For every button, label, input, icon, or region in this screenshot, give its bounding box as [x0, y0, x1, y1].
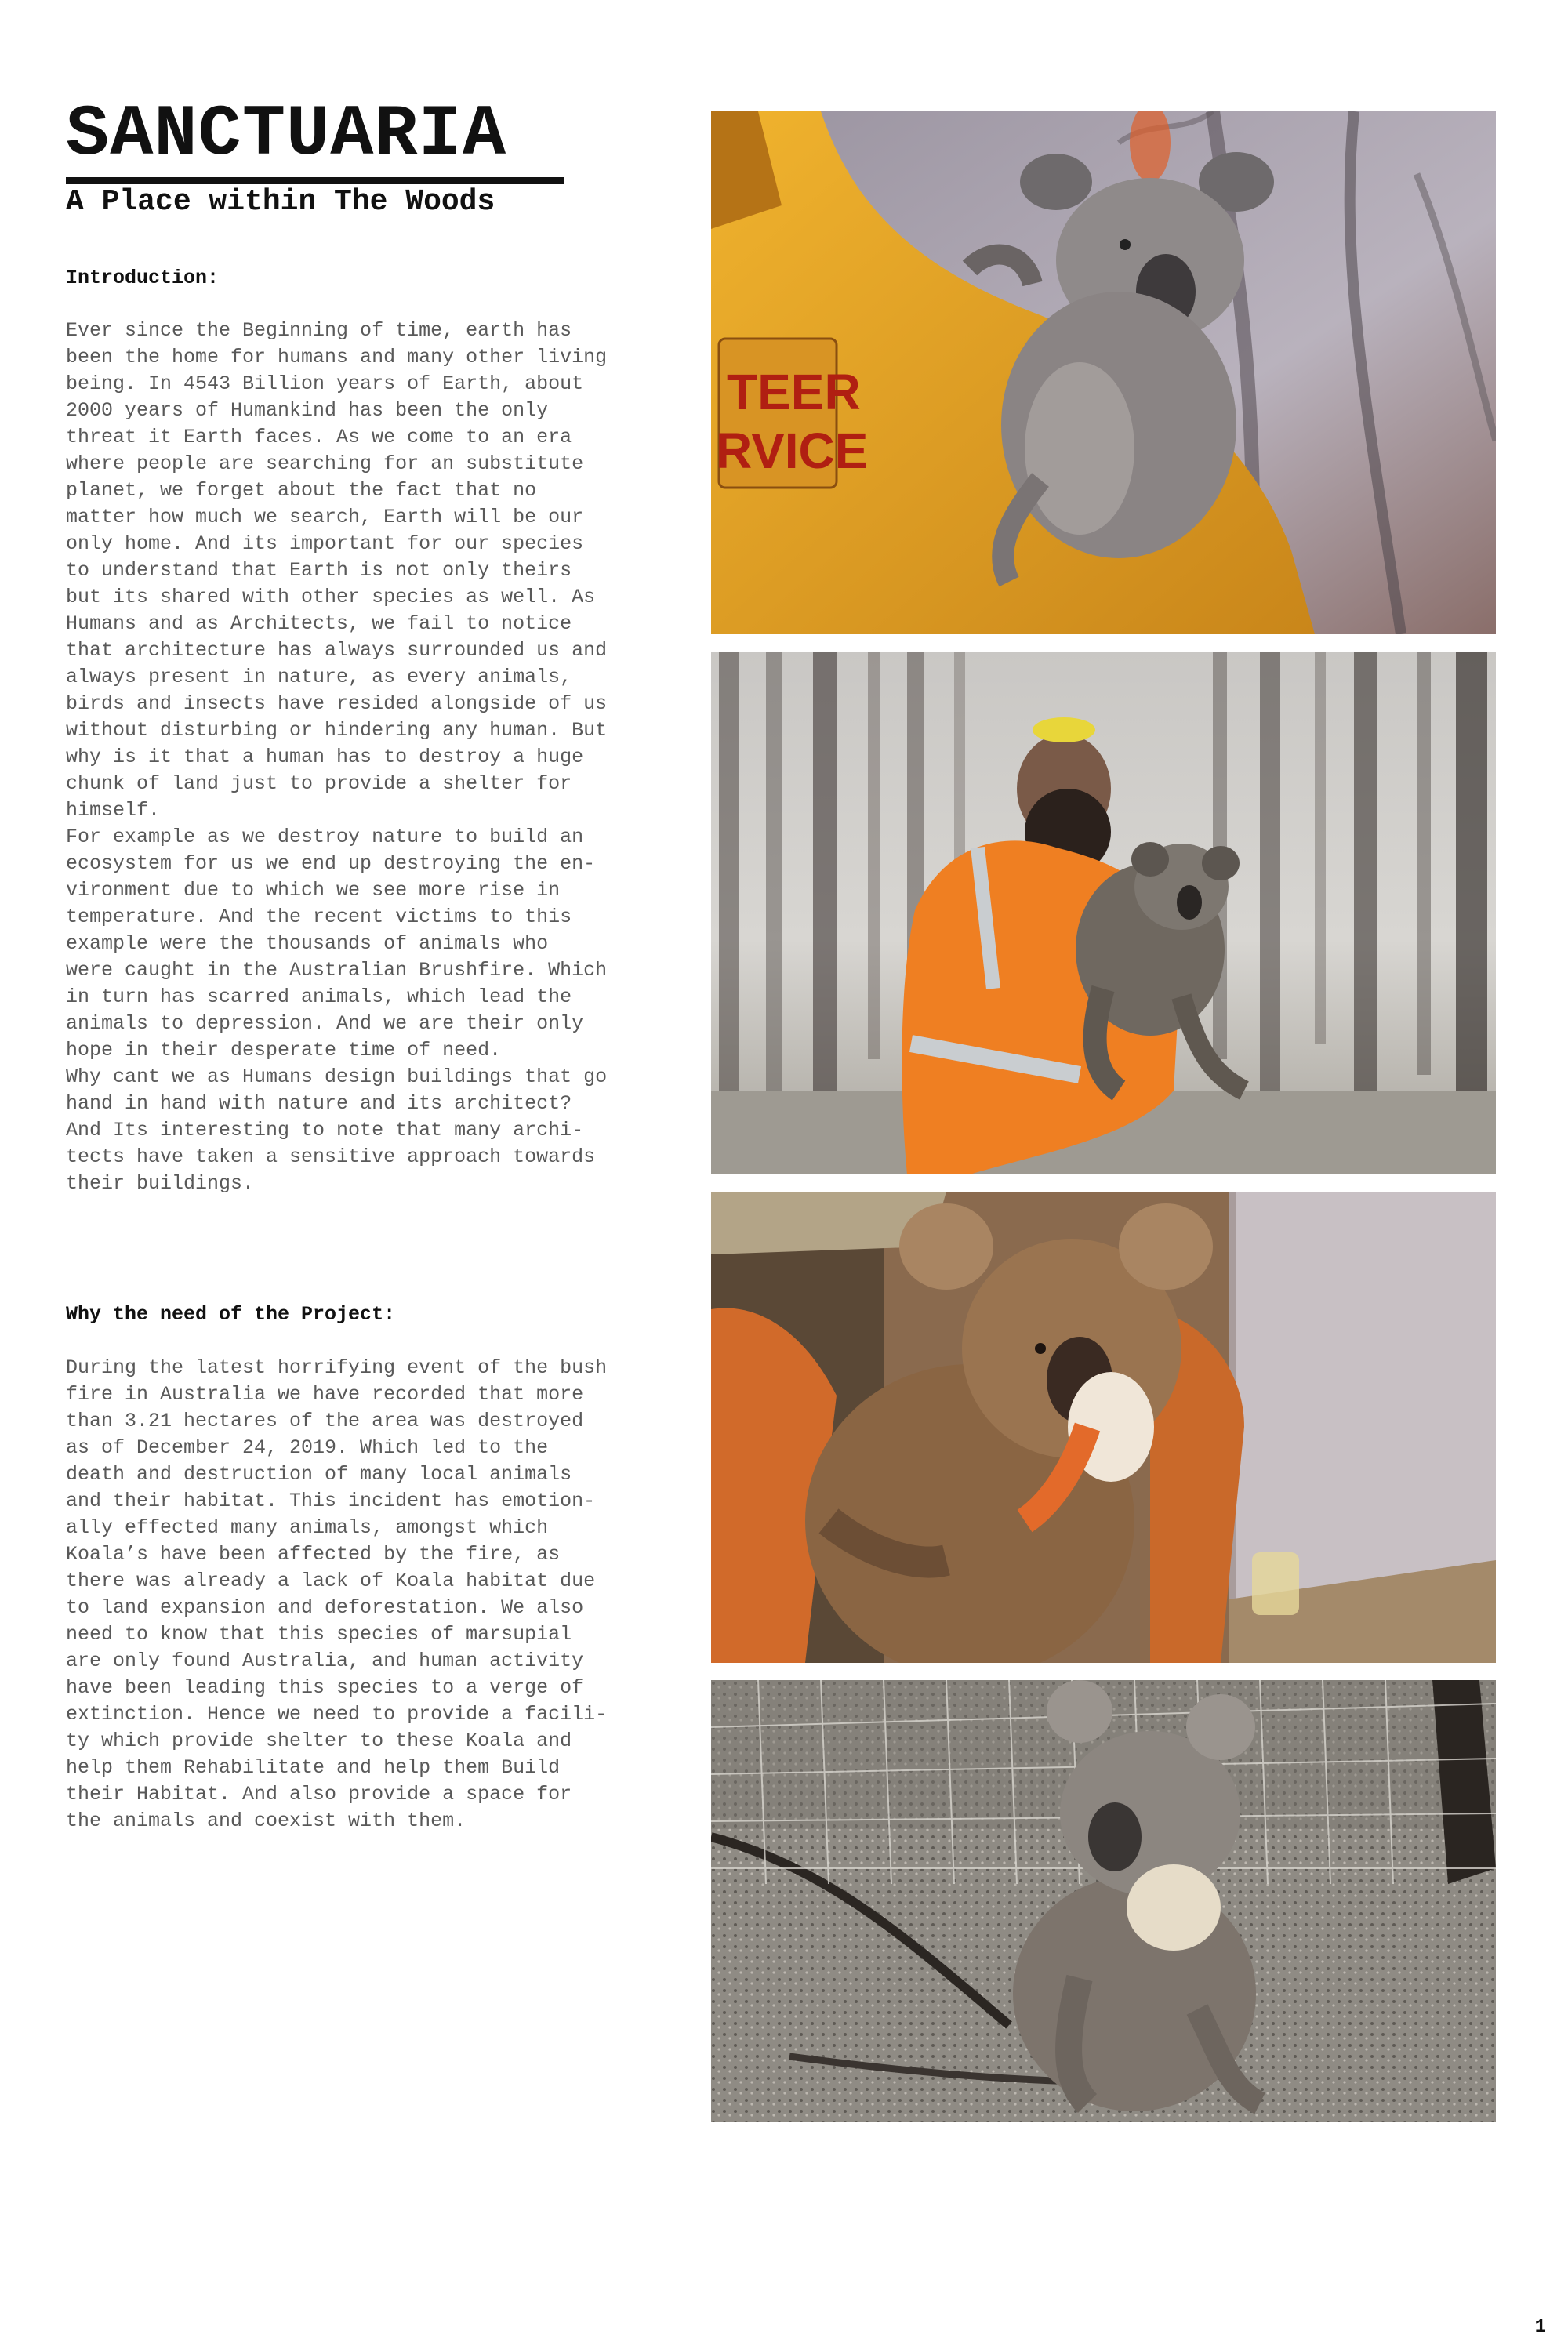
- svg-text:RVICE: RVICE: [716, 423, 869, 479]
- need-body: During the latest horrifying event of the bush fire in Australia we have recorded that more than 3.21 hectares of the area was destroyed as of December 24, 2019. Which led to the death and destruction of many local animals and their habitat. This incident has emotion- ally effected many animals, amongst which Koala’s have been affected by the fire, as there was already a lack of Koala habitat due to land expansion and deforestation. We also need to know that this species of marsupial are only found Australia, and human activity have been leading this species to a verge of extinction. Hence we need to provide a facili- ty which provide shelter to these Koala and help them Rehabilitate and help them Build their Habitat. And also provide a space for the animals and coexist with them.: [66, 1356, 608, 1832]
- introduction-heading: Introduction:: [66, 267, 220, 289]
- document-subtitle: A Place within The Woods: [66, 185, 495, 219]
- burned-koala-photo: [711, 1192, 1496, 1663]
- title-underline: [66, 177, 564, 184]
- koala-rescue-photo-icon: [711, 111, 1496, 634]
- firefighter-koala-photo: [711, 652, 1496, 1174]
- firefighter-koala-photo-icon: [711, 652, 1496, 1174]
- need-heading: Why the need of the Project:: [66, 1303, 396, 1326]
- koala-rescue-photo: [711, 111, 1496, 634]
- introduction-body: Ever since the Beginning of time, earth has been the home for humans and many other living being. In 4543 Billion years of Earth, about 2000 years of Humankind has been the only threat it Earth faces. As we come to an era where people are searching for an substitute planet, we forget about the fact that no matter how much we search, Earth will be our only home. And its important for our species to understand that Earth is not only theirs but its shared with other species as well. As Humans and as Architects, we fail to notice that architecture has always surrounded us and always present in nature, as every animals, birds and insects have resided alongside of us without disturbing or hindering any human. But why is it that a human has to destroy a huge chunk of land just to provide a shelter for himself. For example as we destroy nature to build an ecosystem for us we end up destroying the en- vironment due to which we see more rise in temperature. And the recent victims to this example were the thousands of animals who were caught in the Australian Brushfire. Which in turn has scarred animals, which lead the animals to depression. And we are their only hope in their desperate time of need. Why cant we as Humans design buildings that go hand in hand with nature and its architect? And Its interesting to note that many archi- tects have taken a sensitive approach towards their buildings.: [66, 319, 608, 1195]
- svg-text:TEER: TEER: [727, 364, 861, 420]
- koala-burned-ground-photo: [711, 1680, 1496, 2122]
- koala-burned-ground-photo-icon: [711, 1680, 1496, 2122]
- page-number: 1: [1534, 2317, 1546, 2338]
- burned-koala-photo-icon: [711, 1192, 1496, 1663]
- document-title: SANCTUARIA: [66, 93, 507, 176]
